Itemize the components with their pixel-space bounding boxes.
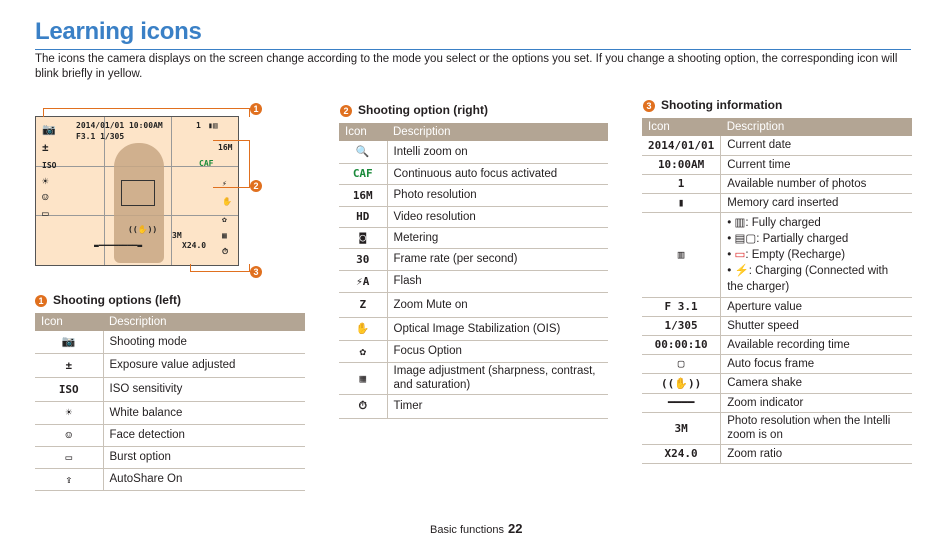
video-resolution-icon: HD <box>339 206 387 227</box>
table-row: X24.0 Zoom ratio <box>642 444 912 463</box>
section2-heading <box>340 103 488 117</box>
column-header: Description <box>721 118 912 136</box>
memory-card-icon: ▮ <box>642 193 721 212</box>
exposure-icon: ± <box>42 141 49 154</box>
zoom-indicator-icon: ▬━━━━━━━━▬ <box>94 241 143 250</box>
table-row: ▢ Auto focus frame <box>642 354 912 373</box>
photo-resolution-icon: 16M <box>339 184 387 206</box>
section-number: 3 <box>643 100 655 112</box>
table-row: ± Exposure value adjusted <box>35 353 305 377</box>
screen-count: 1 <box>196 121 201 130</box>
footer-label: Basic functions <box>430 524 504 536</box>
table-row: 16M Photo resolution <box>339 184 608 206</box>
timer-icon: ⏱ <box>222 247 229 256</box>
page-number: 22 <box>507 521 523 536</box>
caf-icon: CAF <box>339 163 387 184</box>
face-icon: ☺ <box>42 191 49 204</box>
photo-count-icon: 1 <box>642 174 721 193</box>
column-header: Description <box>103 313 305 331</box>
table-row: 2014/01/01 Current date <box>642 136 912 155</box>
table-row: HD Video resolution <box>339 206 608 227</box>
column-header: Icon <box>35 313 103 331</box>
table-row: ━━━━ Zoom indicator <box>642 393 912 412</box>
grid-line <box>171 117 172 265</box>
af-frame-icon: ▢ <box>642 354 721 373</box>
callout-number: 3 <box>250 266 262 278</box>
section-title: Shooting option (right) <box>358 103 488 117</box>
column-header: Description <box>387 123 608 141</box>
date-icon: 2014/01/01 <box>642 136 721 155</box>
screen-res: 16M <box>218 143 233 152</box>
section-number: 1 <box>35 295 47 307</box>
section-title: Shooting options (left) <box>53 293 181 307</box>
screen-caf: CAF <box>199 159 214 168</box>
adjust-icon: ▦ <box>222 231 227 240</box>
table-row: 🔍 Intelli zoom on <box>339 141 608 163</box>
list-item: • ⚡: Charging (Connected with the charger) <box>727 264 889 293</box>
table-row: ▮ Memory card inserted <box>642 193 912 212</box>
iso-icon: ISO <box>42 161 57 170</box>
af-frame <box>121 180 155 206</box>
table-row: 00:00:10 Available recording time <box>642 335 912 354</box>
section1-table <box>35 313 305 491</box>
table-row: 10:00AM Current time <box>642 155 912 174</box>
list-item: • ▤▢: Partially charged <box>727 232 849 245</box>
table-row: ⇪ AutoShare On <box>35 468 305 490</box>
zoom-ratio-icon: X24.0 <box>642 444 721 463</box>
ois-icon: ✋ <box>339 317 387 340</box>
callout-number: 1 <box>250 103 262 115</box>
table-row: ⏱ Timer <box>339 394 608 418</box>
table-row: ISO ISO sensitivity <box>35 377 305 401</box>
list-item: • ▭: Empty (Recharge) <box>727 248 846 261</box>
column-header: Icon <box>339 123 387 141</box>
table-row: ⚡A Flash <box>339 270 608 292</box>
autoshare-icon: ⇪ <box>35 468 103 490</box>
table-row: CAF Continuous auto focus activated <box>339 163 608 184</box>
battery-empty-icon: ▭ <box>734 248 746 261</box>
iso-icon: ISO <box>35 377 103 401</box>
time-icon: 10:00AM <box>642 155 721 174</box>
section-title: Shooting information <box>661 98 783 112</box>
face-detection-icon: ☺ <box>35 424 103 446</box>
page-title: Learning icons <box>35 18 202 45</box>
table-row: ((✋)) Camera shake <box>642 373 912 393</box>
burst-icon: ▭ <box>35 446 103 468</box>
intelli-zoom-icon: 🔍 <box>339 141 387 163</box>
table-row: ▭ Burst option <box>35 446 305 468</box>
page-footer <box>430 521 522 536</box>
zoom-indicator-icon: ━━━━ <box>642 393 721 412</box>
sun-icon: ☀ <box>42 175 49 188</box>
battery-partial-icon: ▤▢ <box>734 232 757 245</box>
timer-icon: ⏱ <box>339 394 387 418</box>
table-row: F 3.1 Aperture value <box>642 297 912 316</box>
aperture-icon: F 3.1 <box>642 297 721 316</box>
table-row: ◙ Metering <box>339 227 608 248</box>
table-row: ✿ Focus Option <box>339 340 608 362</box>
shutter-speed-icon: 1/305 <box>642 316 721 335</box>
battery-icon: ▥ <box>642 212 721 297</box>
flower-icon: ✿ <box>222 215 227 224</box>
callout-line <box>213 140 250 188</box>
battery-icon: ▮▥ <box>208 121 218 130</box>
burst-icon: ▭ <box>42 207 49 220</box>
screen-datetime: 2014/01/01 10:00AM <box>76 121 163 130</box>
screen-zoom-res: 3M <box>172 231 182 240</box>
zoom-mute-icon: Z <box>339 292 387 317</box>
camera-screen-illustration <box>35 116 239 266</box>
focus-option-icon: ✿ <box>339 340 387 362</box>
section1-heading <box>35 293 181 307</box>
table-row: ☀ White balance <box>35 401 305 424</box>
flash-icon: ⚡ <box>222 179 227 188</box>
callout-number: 2 <box>250 180 262 192</box>
table-row: ▦ Image adjustment (sharpness, contrast, and saturation) <box>339 362 608 394</box>
intro-text: The icons the camera displays on the screen change according to the mode you select or the options you set. If you change a shooting option, the corresponding icon will blink briefly in yellow. <box>35 53 898 80</box>
camera-shake-icon: ((✋)) <box>642 373 721 393</box>
table-row: 📷 Shooting mode <box>35 331 305 353</box>
screen-zoom-ratio: X24.0 <box>182 241 207 250</box>
section2-table <box>339 123 608 419</box>
camera-icon: 📷 <box>42 123 56 136</box>
screen-exposure: F3.1 1/305 <box>76 132 125 141</box>
table-row: 1/305 Shutter speed <box>642 316 912 335</box>
section-number: 2 <box>340 105 352 117</box>
white-balance-icon: ☀ <box>35 401 103 424</box>
ois-icon: ✋ <box>222 197 232 206</box>
image-adjust-icon: ▦ <box>339 362 387 394</box>
table-row: ☺ Face detection <box>35 424 305 446</box>
section3-table <box>642 118 912 464</box>
shake-icon: ((✋)) <box>128 225 158 234</box>
recording-time-icon: 00:00:10 <box>642 335 721 354</box>
mode-icon: 📷 <box>35 331 103 353</box>
flash-icon: ⚡A <box>339 270 387 292</box>
table-row: 3M Photo resolution when the Intelli zoom is on <box>642 412 912 444</box>
table-row: 30 Frame rate (per second) <box>339 248 608 270</box>
table-row: 1 Available number of photos <box>642 174 912 193</box>
intelli-resolution-icon: 3M <box>642 412 721 444</box>
table-row: Z Zoom Mute on <box>339 292 608 317</box>
list-item: • ▥: Fully charged <box>727 216 821 229</box>
callout-line <box>43 108 250 117</box>
section3-heading <box>643 98 782 112</box>
frame-rate-icon: 30 <box>339 248 387 270</box>
battery-full-icon: ▥ <box>734 216 746 229</box>
metering-icon: ◙ <box>339 227 387 248</box>
title-divider <box>35 49 911 50</box>
battery-charging-icon: ⚡ <box>734 264 749 277</box>
ev-icon: ± <box>35 353 103 377</box>
column-header: Icon <box>642 118 721 136</box>
table-row <box>642 212 912 297</box>
table-row: ✋ Optical Image Stabilization (OIS) <box>339 317 608 340</box>
callout-line <box>190 264 250 272</box>
